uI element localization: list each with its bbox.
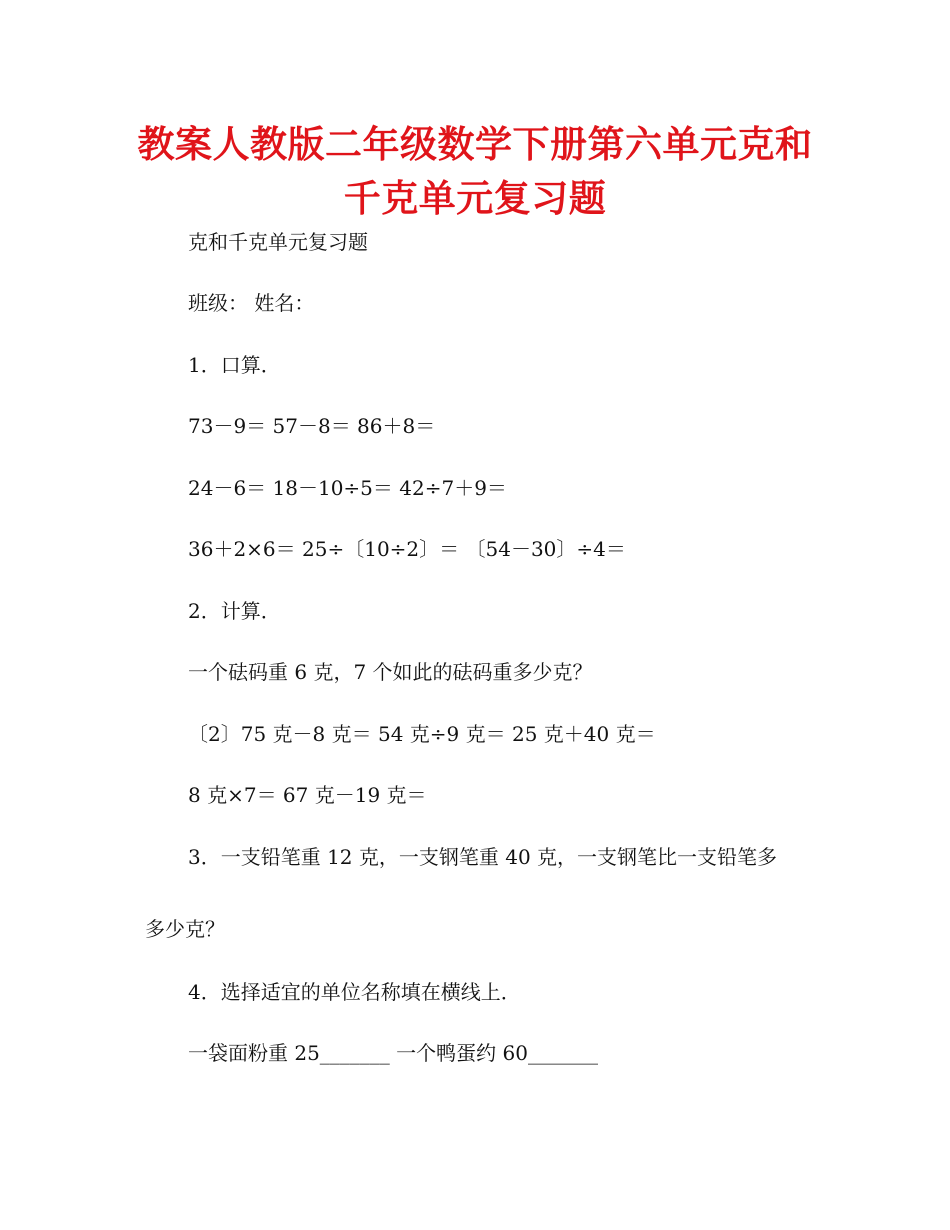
mental-math-row-3: 36＋2×6＝ 25÷〔10÷2〕＝ 〔54－30〕÷4＝ (188, 537, 626, 561)
title-line-1: 教案人教版二年级数学下册第六单元克和 (137, 123, 813, 166)
calc-row-2: 8 克×7＝ 67 克－19 克＝ (188, 783, 427, 807)
fill-blank-row: 一袋面粉重 25_______ 一个鸭蛋约 60_______ (188, 1041, 598, 1065)
section-3-question: 3．一支铅笔重 12 克，一支钢笔重 40 克，一支钢笔比一支铅笔多 (188, 845, 778, 869)
title-line-2: 千克单元复习题 (343, 177, 607, 220)
calc-row-1: 〔2〕75 克－8 克＝ 54 克÷9 克＝ 25 克＋40 克＝ (188, 722, 656, 746)
section-1-heading: 1．口算． (188, 353, 281, 377)
weight-problem: 一个砝码重 6 克，7 个如此的砝码重多少克？ (188, 660, 593, 684)
section-3-question-continued: 多少克？ (145, 917, 225, 941)
subtitle: 克和千克单元复习题 (188, 230, 368, 254)
section-2-heading: 2．计算． (188, 599, 281, 623)
mental-math-row-1: 73－9＝ 57－8＝ 86＋8＝ (188, 414, 436, 438)
document-title (100, 118, 850, 226)
section-4-heading: 4．选择适宜的单位名称填在横线上． (188, 980, 521, 1004)
class-name-line: 班级： 姓名： (188, 291, 315, 315)
mental-math-row-2: 24－6＝ 18－10÷5＝ 42÷7＋9＝ (188, 476, 507, 500)
